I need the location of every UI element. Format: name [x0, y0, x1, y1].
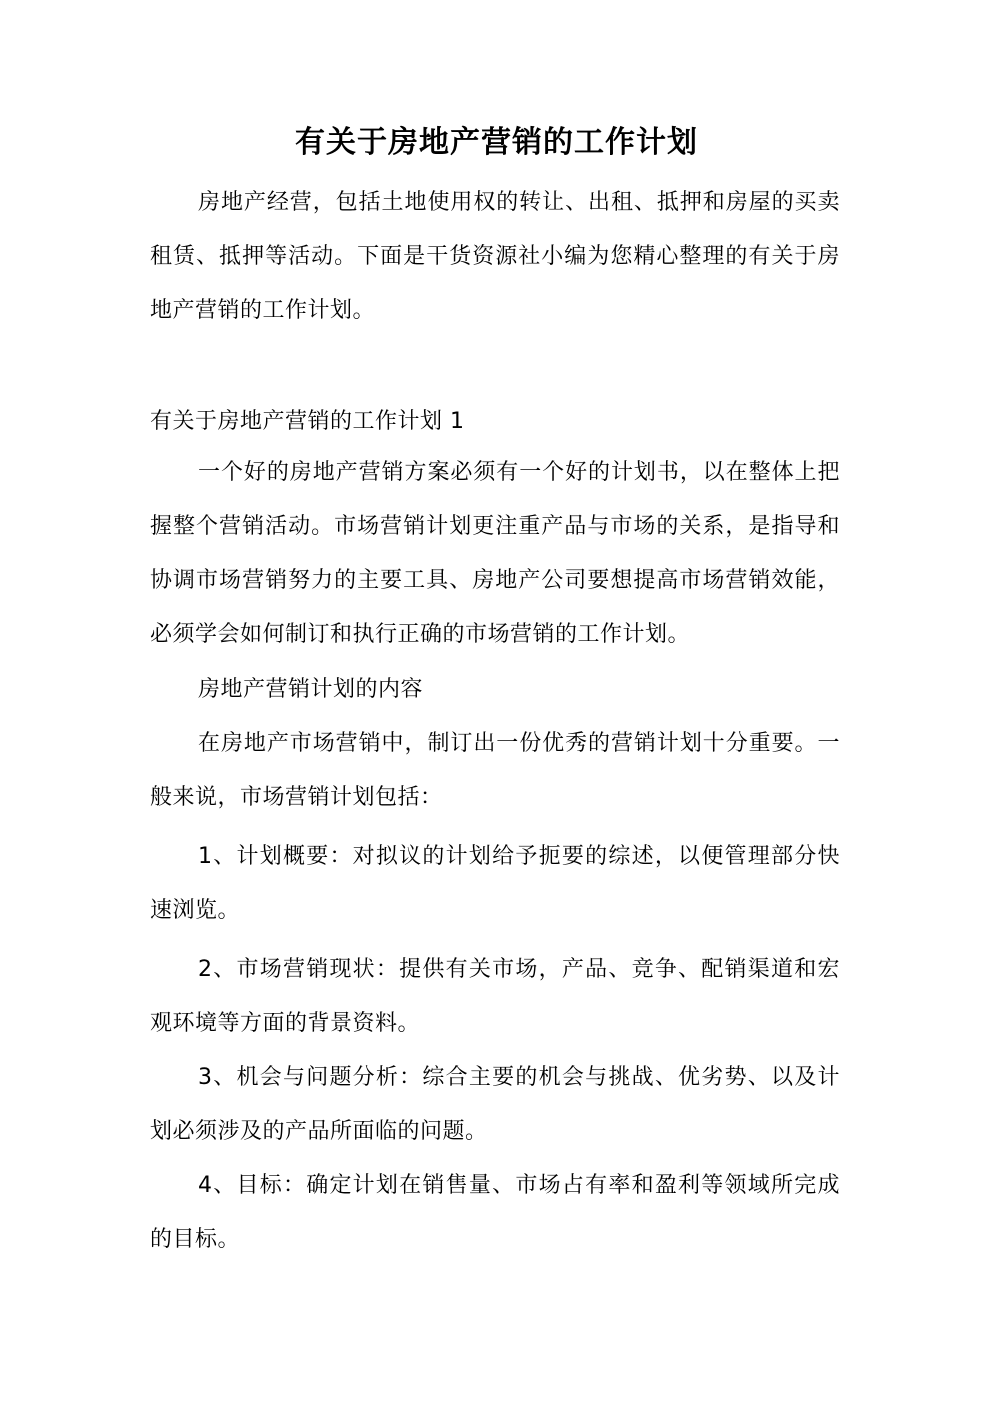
content-intro-paragraph: 在房地产市场营销中，制订出一份优秀的营销计划十分重要。一般来说，市场营销计划包括：: [150, 731, 840, 810]
list-item: 1、计划概要：对拟议的计划给予扼要的综述，以便管理部分快速浏览。: [150, 844, 840, 923]
intro-paragraph: 房地产经营，包括土地使用权的转让、出租、抵押和房屋的买卖租赁、抵押等活动。下面是干货资源社小编为您精心整理的有关于房地产营销的工作计划。: [150, 190, 840, 323]
document-title: 有关于房地产营销的工作计划: [295, 125, 698, 160]
list-item: 4、目标：确定计划在销售量、市场占有率和盈利等领域所完成的目标。: [150, 1173, 840, 1252]
section-heading: 有关于房地产营销的工作计划 1: [150, 409, 465, 434]
section-body-paragraph: 一个好的房地产营销方案必须有一个好的计划书，以在整体上把握整个营销活动。市场营销计划更注重产品与市场的关系，是指导和协调市场营销努力的主要工具、房地产公司要想提高市场营销效能，必须学会如何制订和执行正确的市场营销的工作计划。: [150, 460, 840, 647]
list-item: 3、机会与问题分析：综合主要的机会与挑战、优劣势、以及计划必须涉及的产品所面临的问题。: [150, 1065, 840, 1144]
list-item: 2、市场营销现状：提供有关市场，产品、竞争、配销渠道和宏观环境等方面的背景资料。: [150, 957, 840, 1036]
content-heading: 房地产营销计划的内容: [198, 677, 424, 702]
